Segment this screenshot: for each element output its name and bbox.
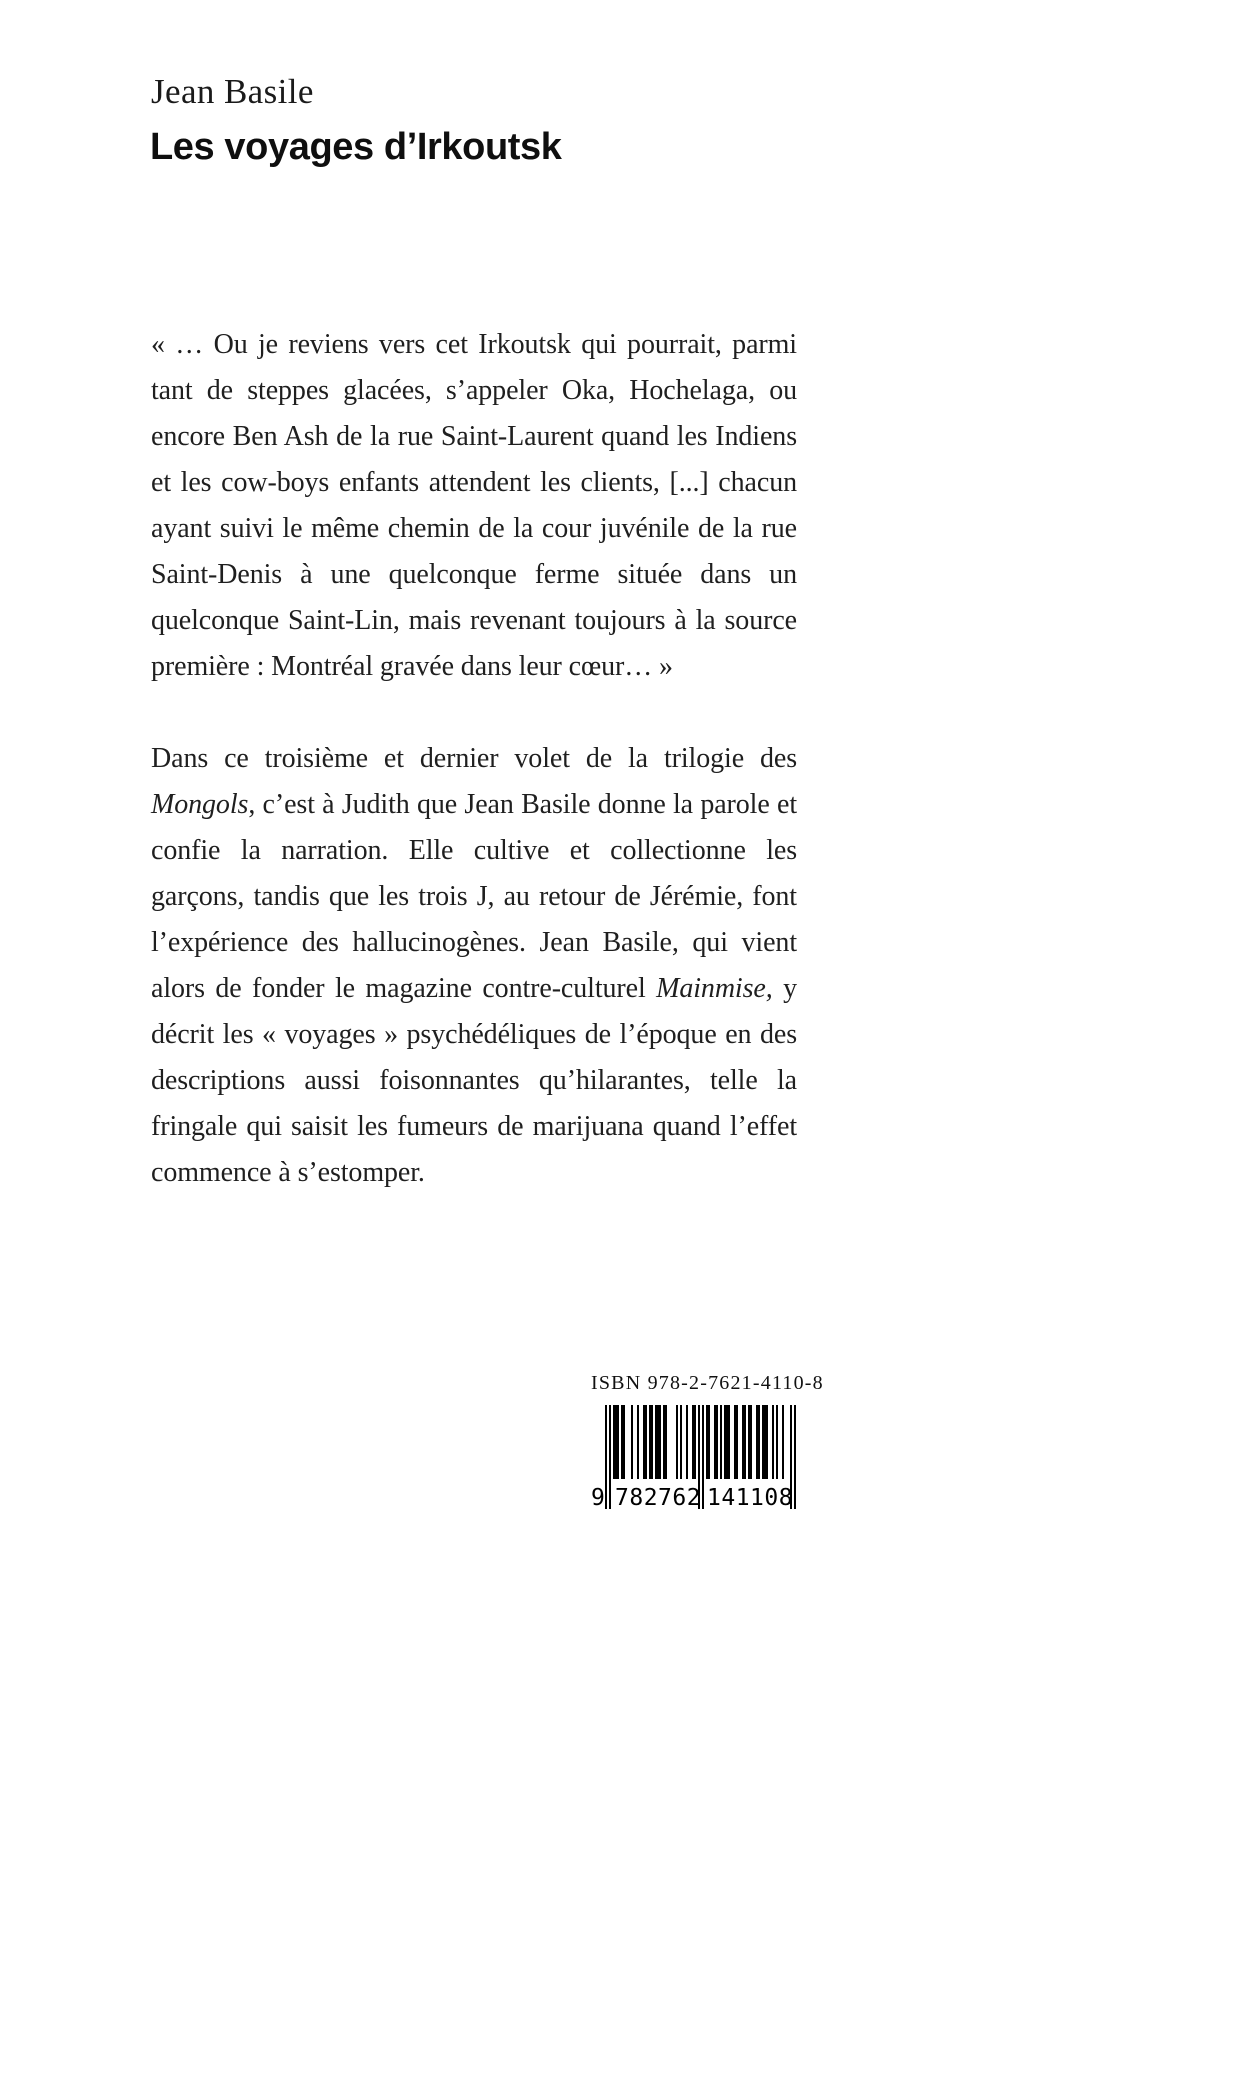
back-cover-text [151, 322, 797, 1196]
barcode-digit-group-2: 782762 [615, 1485, 702, 1511]
author-name: Jean Basile [151, 72, 314, 111]
book-title: Les voyages d’Irkoutsk [150, 126, 562, 168]
barcode-digit-group-1: 9 [591, 1485, 605, 1511]
isbn-block [591, 1372, 824, 1511]
description-paragraph: Dans ce troisième et dernier volet de la trilogie des Mongols, c’est à Judith que Jean Basile donne la parole et confie la narration. Elle cultive et collectionne les garçons, tandis que les trois J, au retour de Jérémie, font l’expérience des hallucinogènes. Jean Basile, qui vient alors de fonder le magazine contre-culturel Mainmise, y décrit les « voyages » psychédéliques de l’époque en des descriptions aussi foisonnantes qu’hilarantes, telle la fringale qui saisit les fumeurs de marijuana quand l’effet commence à s’estomper. [151, 743, 797, 1188]
barcode-digit-group-3: 141108 [707, 1485, 794, 1511]
barcode-digits [591, 1483, 797, 1511]
isbn-label: ISBN 978-2-7621-4110-8 [591, 1372, 824, 1394]
quote-paragraph: « … Ou je reviens vers cet Irkoutsk qui pourrait, parmi tant de steppes glacées, s’appeler Oka, Hochelaga, ou encore Ben Ash de la rue Saint-Laurent quand les Indiens et les cow-boys enfants attendent les clients, [...] chacun ayant suivi le même chemin de la cour juvénile de la rue Saint-Denis à une quelconque ferme située dans un quelconque Saint-Lin, mais revenant toujours à la source première : Montréal gravée dans leur cœur… » [151, 329, 797, 682]
barcode [591, 1405, 797, 1509]
